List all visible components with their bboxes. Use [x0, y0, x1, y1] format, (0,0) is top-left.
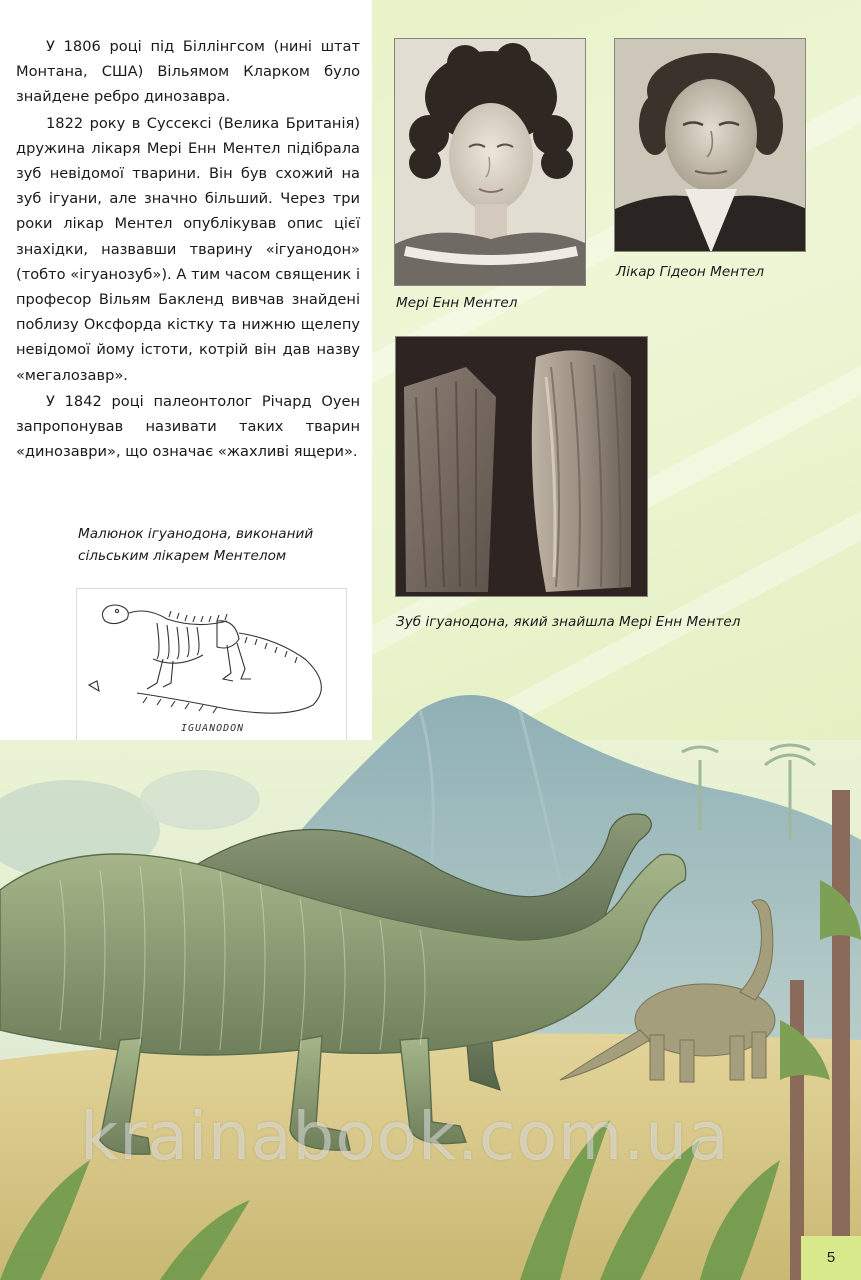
- caption-sketch-line-2: сільським лікарем Ментелом: [78, 548, 287, 564]
- caption-iguanodon-sketch: [78, 523, 313, 567]
- paragraph-3: У 1842 році палеонтолог Річард Оуен запропонував називати таких тварин «динозаври», що означає «жахливі ящери».: [16, 392, 360, 461]
- page-number: 5: [801, 1236, 861, 1280]
- caption-gideon-mantell: Лікар Гідеон Ментел: [616, 264, 765, 280]
- main-text: [16, 34, 360, 464]
- sketch-label: IGUANODON: [181, 723, 245, 734]
- portrait-mary-ann-mantell: [394, 38, 586, 286]
- caption-iguanodon-tooth: Зуб ігуанодона, який знайшла Мері Енн Ментел: [396, 614, 741, 630]
- dinosaur-landscape-illustration: [0, 640, 861, 1280]
- portrait-gideon-mantell: [614, 38, 806, 252]
- paragraph-1: У 1806 році під Біллінгсом (нині штат Монтана, США) Вільямом Кларком було знайдене ребро динозавра.: [16, 38, 360, 106]
- caption-mary-ann-mantell: Мері Енн Ментел: [396, 295, 518, 311]
- paragraph-2: 1822 року в Суссексі (Велика Британія) дружина лікаря Мері Енн Ментел підібрала зуб невідомої тварини. Він був схожий на зуб ігуани, але значно більший. Через три роки лікар Ментел опублікував опис цієї знахідки, назвавши тварину «ігуанодон» (тобто «ігуанозуб»). А тим часом священик і професор Вільям Бакленд вивчав знайдені поблизу Оксфорда кістку та нижню щелепу невідомої йому істоти, котрій він дав назву «мегалозавр».: [16, 114, 360, 384]
- caption-sketch-line-1: Малюнок ігуанодона, виконаний: [78, 526, 314, 542]
- photo-iguanodon-tooth: [395, 336, 648, 597]
- watermark-text: krainabook.com.ua: [80, 1098, 730, 1175]
